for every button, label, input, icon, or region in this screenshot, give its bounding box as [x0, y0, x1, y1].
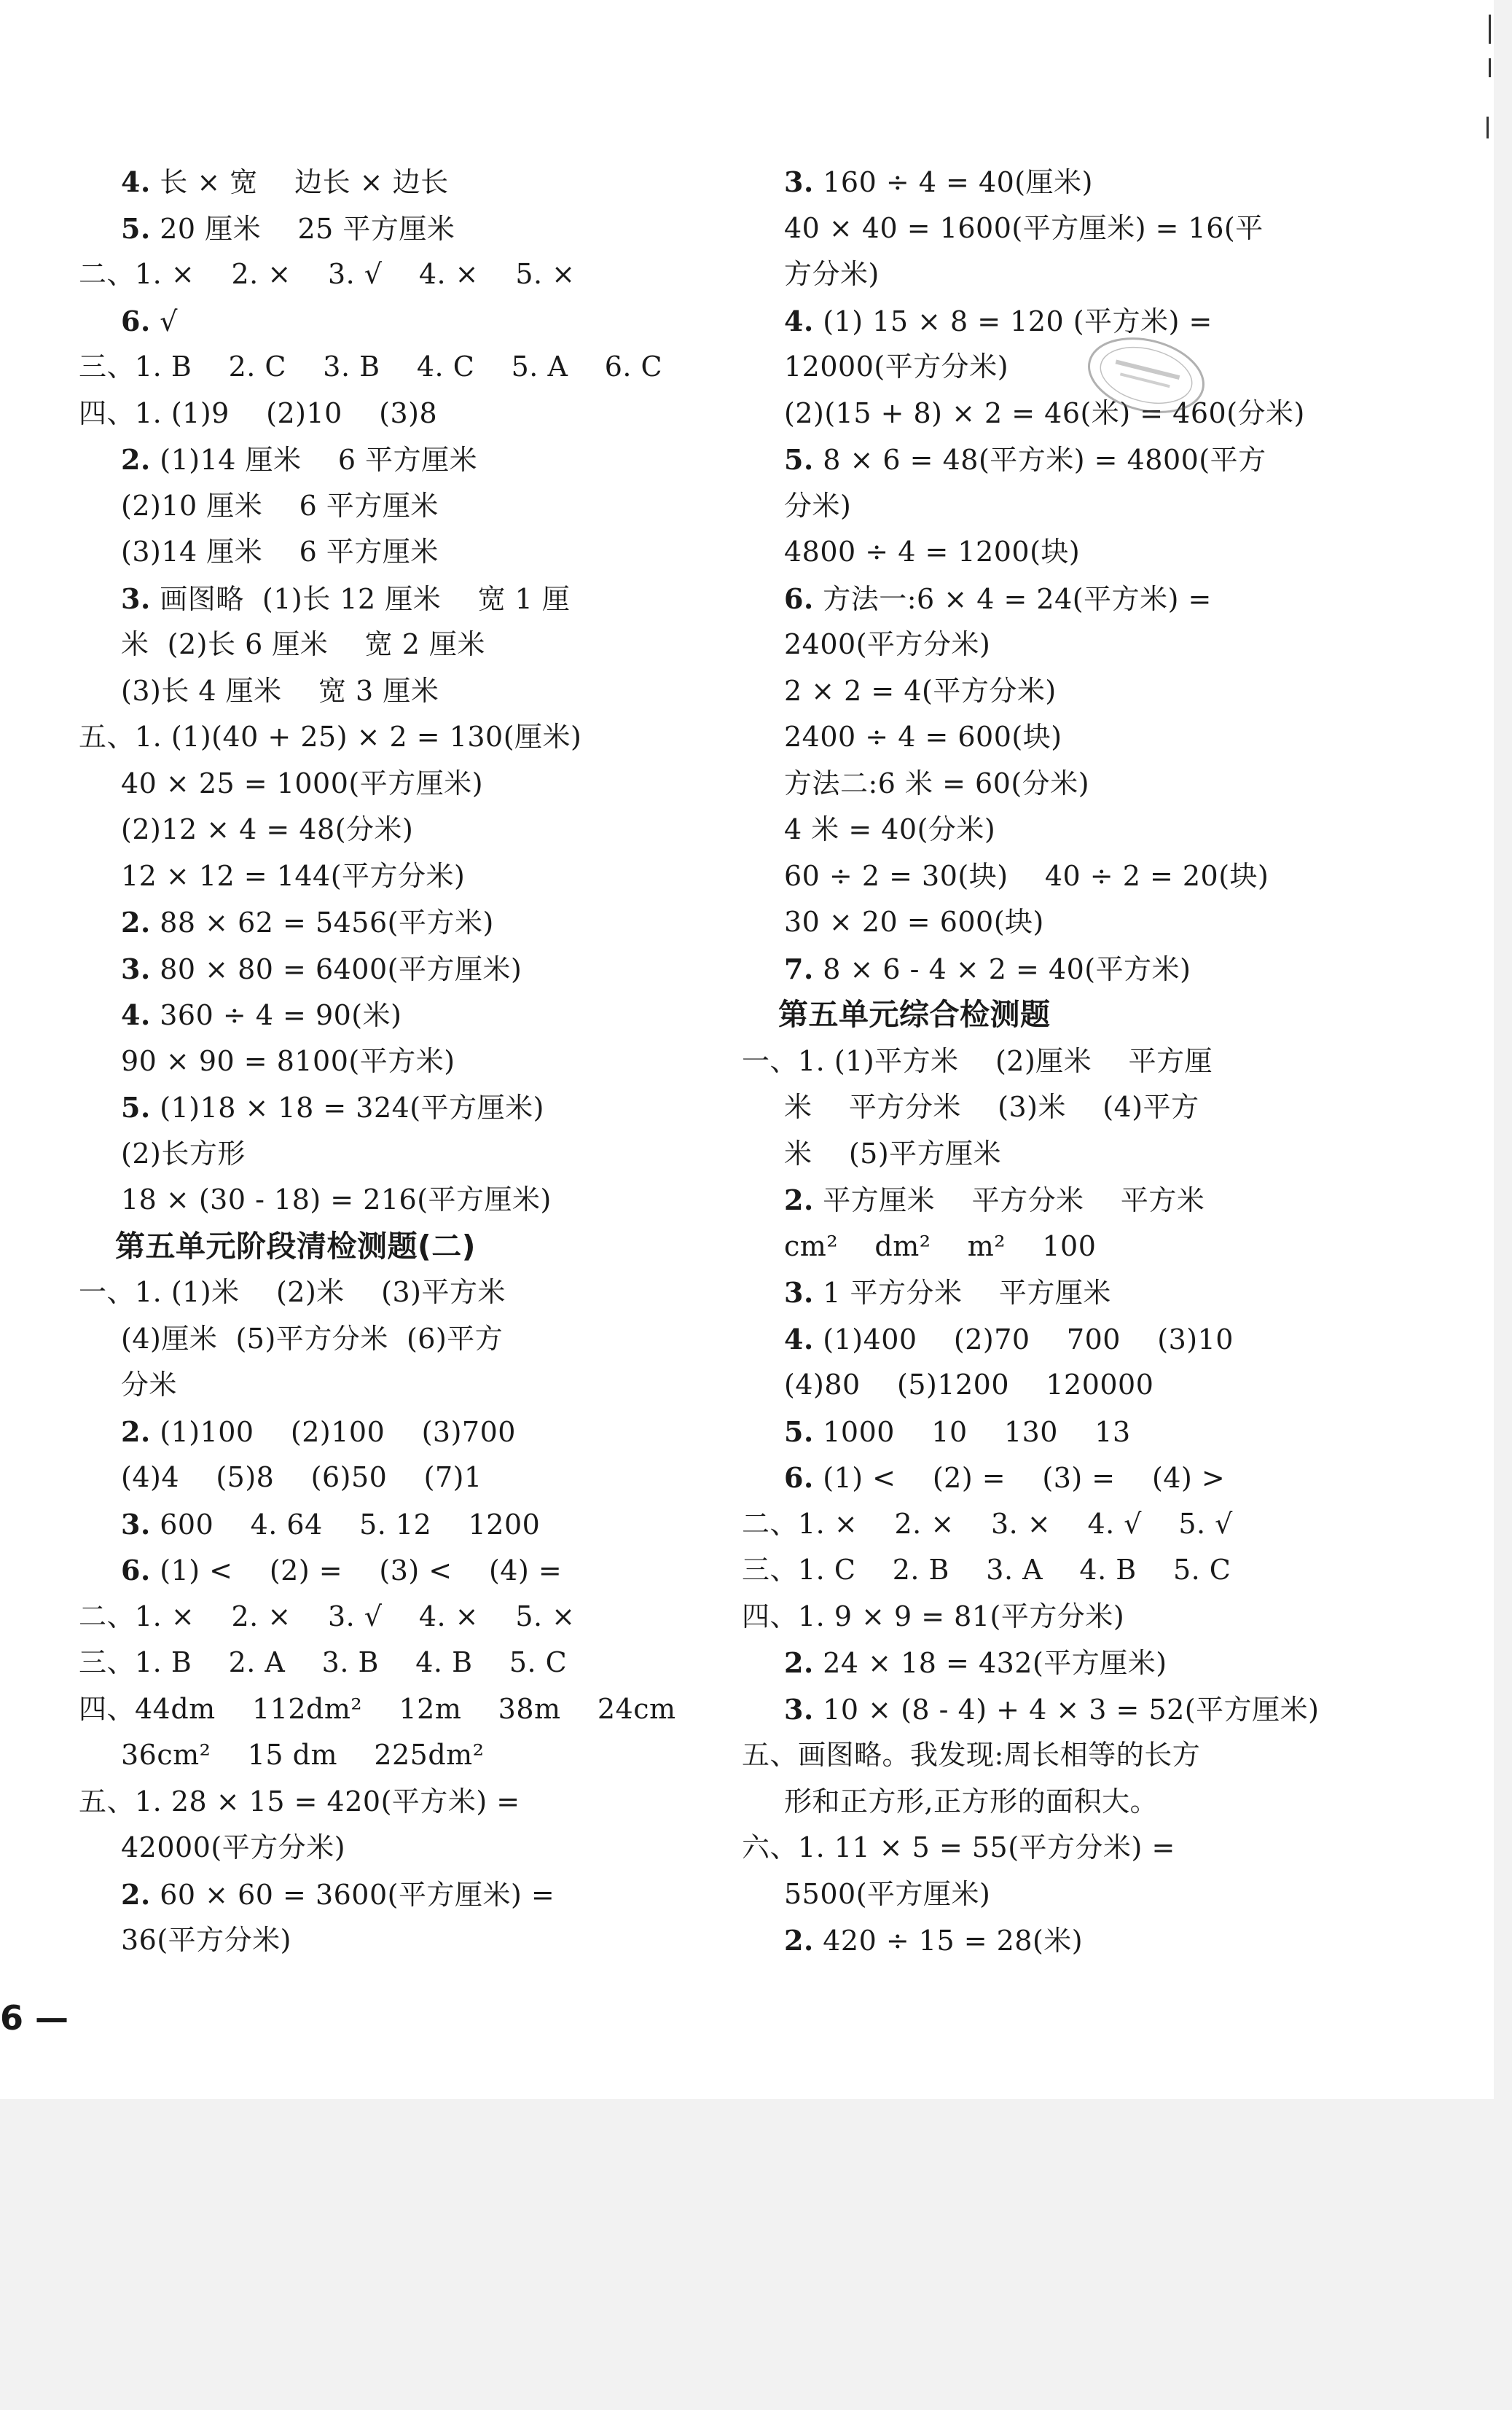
answer-line: (4)80 (5)1200 120000 [784, 1369, 1154, 1401]
answer-line: 12 × 12 = 144(平方分米) [121, 859, 466, 892]
answer-line: (2)(15 + 8) × 2 = 46(米) = 460(分米) [784, 396, 1305, 429]
item-number: 3. [784, 165, 814, 198]
answer-line: 2400 ÷ 4 = 600(块) [784, 721, 1062, 753]
item-number: 5. [121, 211, 151, 245]
answer-line: 6. 方法一:6 × 4 = 24(平方米) = [784, 582, 1212, 615]
answer-line: 6. √ [121, 304, 178, 337]
answer-line: 形和正方形,正方形的面积大。 [784, 1785, 1159, 1818]
item-number: 2. [784, 1924, 814, 1957]
item-number: 5. [121, 1091, 151, 1124]
answer-line: 4800 ÷ 4 = 1200(块) [784, 536, 1081, 568]
answer-line: 米 (5)平方厘米 [784, 1137, 1002, 1170]
answer-line: 2400(平方分米) [784, 628, 991, 660]
item-number: 5. [784, 443, 814, 476]
answer-line: 4. (1) 15 × 8 = 120 (平方米) = [784, 304, 1213, 337]
answer-line: 五、1. 28 × 15 = 420(平方米) = [79, 1785, 520, 1818]
answer-line: 2. 60 × 60 = 3600(平方厘米) = [121, 1877, 555, 1911]
answer-line: 5. (1)18 × 18 = 324(平方厘米) [121, 1091, 544, 1124]
answer-line: 2 × 2 = 4(平方分米) [784, 674, 1057, 707]
answer-line: 7. 8 × 6 - 4 × 2 = 40(平方米) [784, 952, 1191, 985]
answer-line: 六、1. 11 × 5 = 55(平方分米) = [742, 1831, 1175, 1863]
section-heading: 第五单元综合检测题 [778, 997, 1051, 1032]
section-heading: 第五单元阶段清检测题(二) [115, 1228, 476, 1264]
item-number: 2. [121, 1415, 151, 1448]
answer-line: 3. 画图略 (1)长 12 厘米 宽 1 厘 [121, 582, 571, 615]
answer-line: (2)10 厘米 6 平方厘米 [121, 489, 439, 522]
answer-line: 2. (1)100 (2)100 (3)700 [121, 1415, 516, 1448]
answer-line: 三、1. B 2. A 3. B 4. B 5. C [79, 1646, 568, 1678]
item-number: 6. [121, 304, 151, 337]
page-number: 6 — [0, 1998, 69, 2038]
answer-line: 30 × 20 = 600(块) [784, 906, 1044, 938]
item-number: 4. [121, 165, 151, 198]
answer-line: 4 米 = 40(分米) [784, 813, 996, 845]
item-number: 3. [121, 1507, 151, 1541]
item-number: 4. [121, 998, 151, 1031]
item-number: 3. [121, 952, 151, 985]
answer-line: (2)12 × 4 = 48(分米) [121, 813, 414, 845]
item-number: 2. [121, 443, 151, 476]
answer-line: 二、1. × 2. × 3. √ 4. × 5. × [79, 1600, 576, 1632]
item-number: 6. [121, 1554, 151, 1587]
answer-line: 90 × 90 = 8100(平方米) [121, 1044, 455, 1077]
item-number: 3. [784, 1692, 814, 1726]
answer-line: 2. 420 ÷ 15 = 28(米) [784, 1924, 1084, 1957]
answer-line: 3. 10 × (8 - 4) + 4 × 3 = 52(平方厘米) [784, 1692, 1320, 1726]
answer-line: 2. 88 × 62 = 5456(平方米) [121, 906, 494, 939]
answer-line: (3)长 4 厘米 宽 3 厘米 [121, 674, 439, 707]
answer-line: 五、1. (1)(40 + 25) × 2 = 130(厘米) [79, 721, 582, 753]
answer-line: 42000(平方分米) [121, 1831, 346, 1863]
answer-line: 4. (1)400 (2)70 700 (3)10 [784, 1322, 1234, 1355]
answer-line: 6. (1) < (2) = (3) < (4) = [121, 1554, 563, 1587]
answer-line: 一、1. (1)米 (2)米 (3)平方米 [79, 1276, 506, 1308]
answer-line: 二、1. × 2. × 3. × 4. √ 5. √ [742, 1507, 1233, 1540]
answer-line: 五、画图略。我发现:周长相等的长方 [742, 1739, 1201, 1771]
answer-line: 4. 长 × 宽 边长 × 边长 [121, 165, 449, 198]
answer-line: 2. 平方厘米 平方分米 平方米 [784, 1184, 1205, 1216]
answer-line: 四、44dm 112dm² 12m 38m 24cm [79, 1692, 676, 1725]
item-number: 4. [784, 1322, 814, 1355]
answer-line: 5. 8 × 6 = 48(平方米) = 4800(平方 [784, 443, 1266, 476]
answer-line: 3. 80 × 80 = 6400(平方厘米) [121, 952, 522, 985]
answer-line: 2. 24 × 18 = 432(平方厘米) [784, 1646, 1167, 1679]
answer-line: 三、1. C 2. B 3. A 4. B 5. C [742, 1554, 1231, 1586]
answer-line: cm² dm² m² 100 [784, 1229, 1097, 1262]
item-number: 4. [784, 304, 814, 337]
scan-edge-mark [1489, 58, 1491, 77]
answer-line: 40 × 40 = 1600(平方厘米) = 16(平 [784, 211, 1264, 244]
item-number: 2. [121, 1877, 151, 1911]
item-number: 2. [784, 1184, 814, 1216]
answer-line: 18 × (30 - 18) = 216(平方厘米) [121, 1184, 552, 1216]
answer-line: 3. 1 平方分米 平方厘米 [784, 1276, 1111, 1309]
answer-line: 3. 160 ÷ 4 = 40(厘米) [784, 165, 1093, 198]
answer-line: 二、1. × 2. × 3. √ 4. × 5. × [79, 258, 576, 290]
answer-line: 分米) [784, 489, 852, 522]
answer-line: 5500(平方厘米) [784, 1877, 991, 1910]
answer-line: 四、1. 9 × 9 = 81(平方分米) [742, 1600, 1125, 1632]
item-number: 5. [784, 1415, 814, 1448]
answer-line: 三、1. B 2. C 3. B 4. C 5. A 6. C [79, 351, 663, 383]
answer-line: (2)长方形 [121, 1137, 246, 1170]
item-number: 6. [784, 1461, 814, 1494]
scan-edge-mark [1486, 117, 1489, 138]
answer-line: 36(平方分米) [121, 1924, 292, 1956]
answer-line: 3. 600 4. 64 5. 12 1200 [121, 1507, 541, 1541]
answer-line: 5. 1000 10 130 13 [784, 1415, 1131, 1448]
answer-line: (4)4 (5)8 (6)50 (7)1 [121, 1461, 482, 1493]
answer-line: 4. 360 ÷ 4 = 90(米) [121, 998, 402, 1031]
item-number: 6. [784, 582, 814, 615]
right-answer-column [742, 159, 1320, 1964]
answer-line: 12000(平方分米) [784, 351, 1009, 383]
answer-line: 米 (2)长 6 厘米 宽 2 厘米 [121, 628, 485, 660]
answer-line: 方法二:6 米 = 60(分米) [784, 767, 1090, 799]
answer-line: (3)14 厘米 6 平方厘米 [121, 536, 439, 568]
answer-line: 6. (1) < (2) = (3) = (4) > [784, 1461, 1226, 1494]
left-answer-column [79, 159, 676, 1964]
answer-line: 36cm² 15 dm 225dm² [121, 1739, 485, 1771]
item-number: 7. [784, 952, 814, 985]
item-number: 2. [121, 906, 151, 939]
answer-line: 40 × 25 = 1000(平方厘米) [121, 767, 484, 799]
answer-line: (4)厘米 (5)平方分米 (6)平方 [121, 1322, 504, 1355]
item-number: 3. [121, 582, 151, 615]
answer-line: 一、1. (1)平方米 (2)厘米 平方厘 [742, 1044, 1213, 1077]
item-number: 2. [784, 1646, 814, 1679]
answer-line: 四、1. (1)9 (2)10 (3)8 [79, 396, 438, 429]
scan-edge-mark [1489, 15, 1491, 44]
answer-line: 米 平方分米 (3)米 (4)平方 [784, 1091, 1199, 1123]
answer-line: 2. (1)14 厘米 6 平方厘米 [121, 443, 478, 476]
answer-line: 60 ÷ 2 = 30(块) 40 ÷ 2 = 20(块) [784, 859, 1269, 892]
answer-line: 5. 20 厘米 25 平方厘米 [121, 211, 455, 245]
answer-line: 方分米) [784, 258, 880, 290]
answer-line: 分米 [121, 1369, 178, 1401]
item-number: 3. [784, 1276, 814, 1309]
